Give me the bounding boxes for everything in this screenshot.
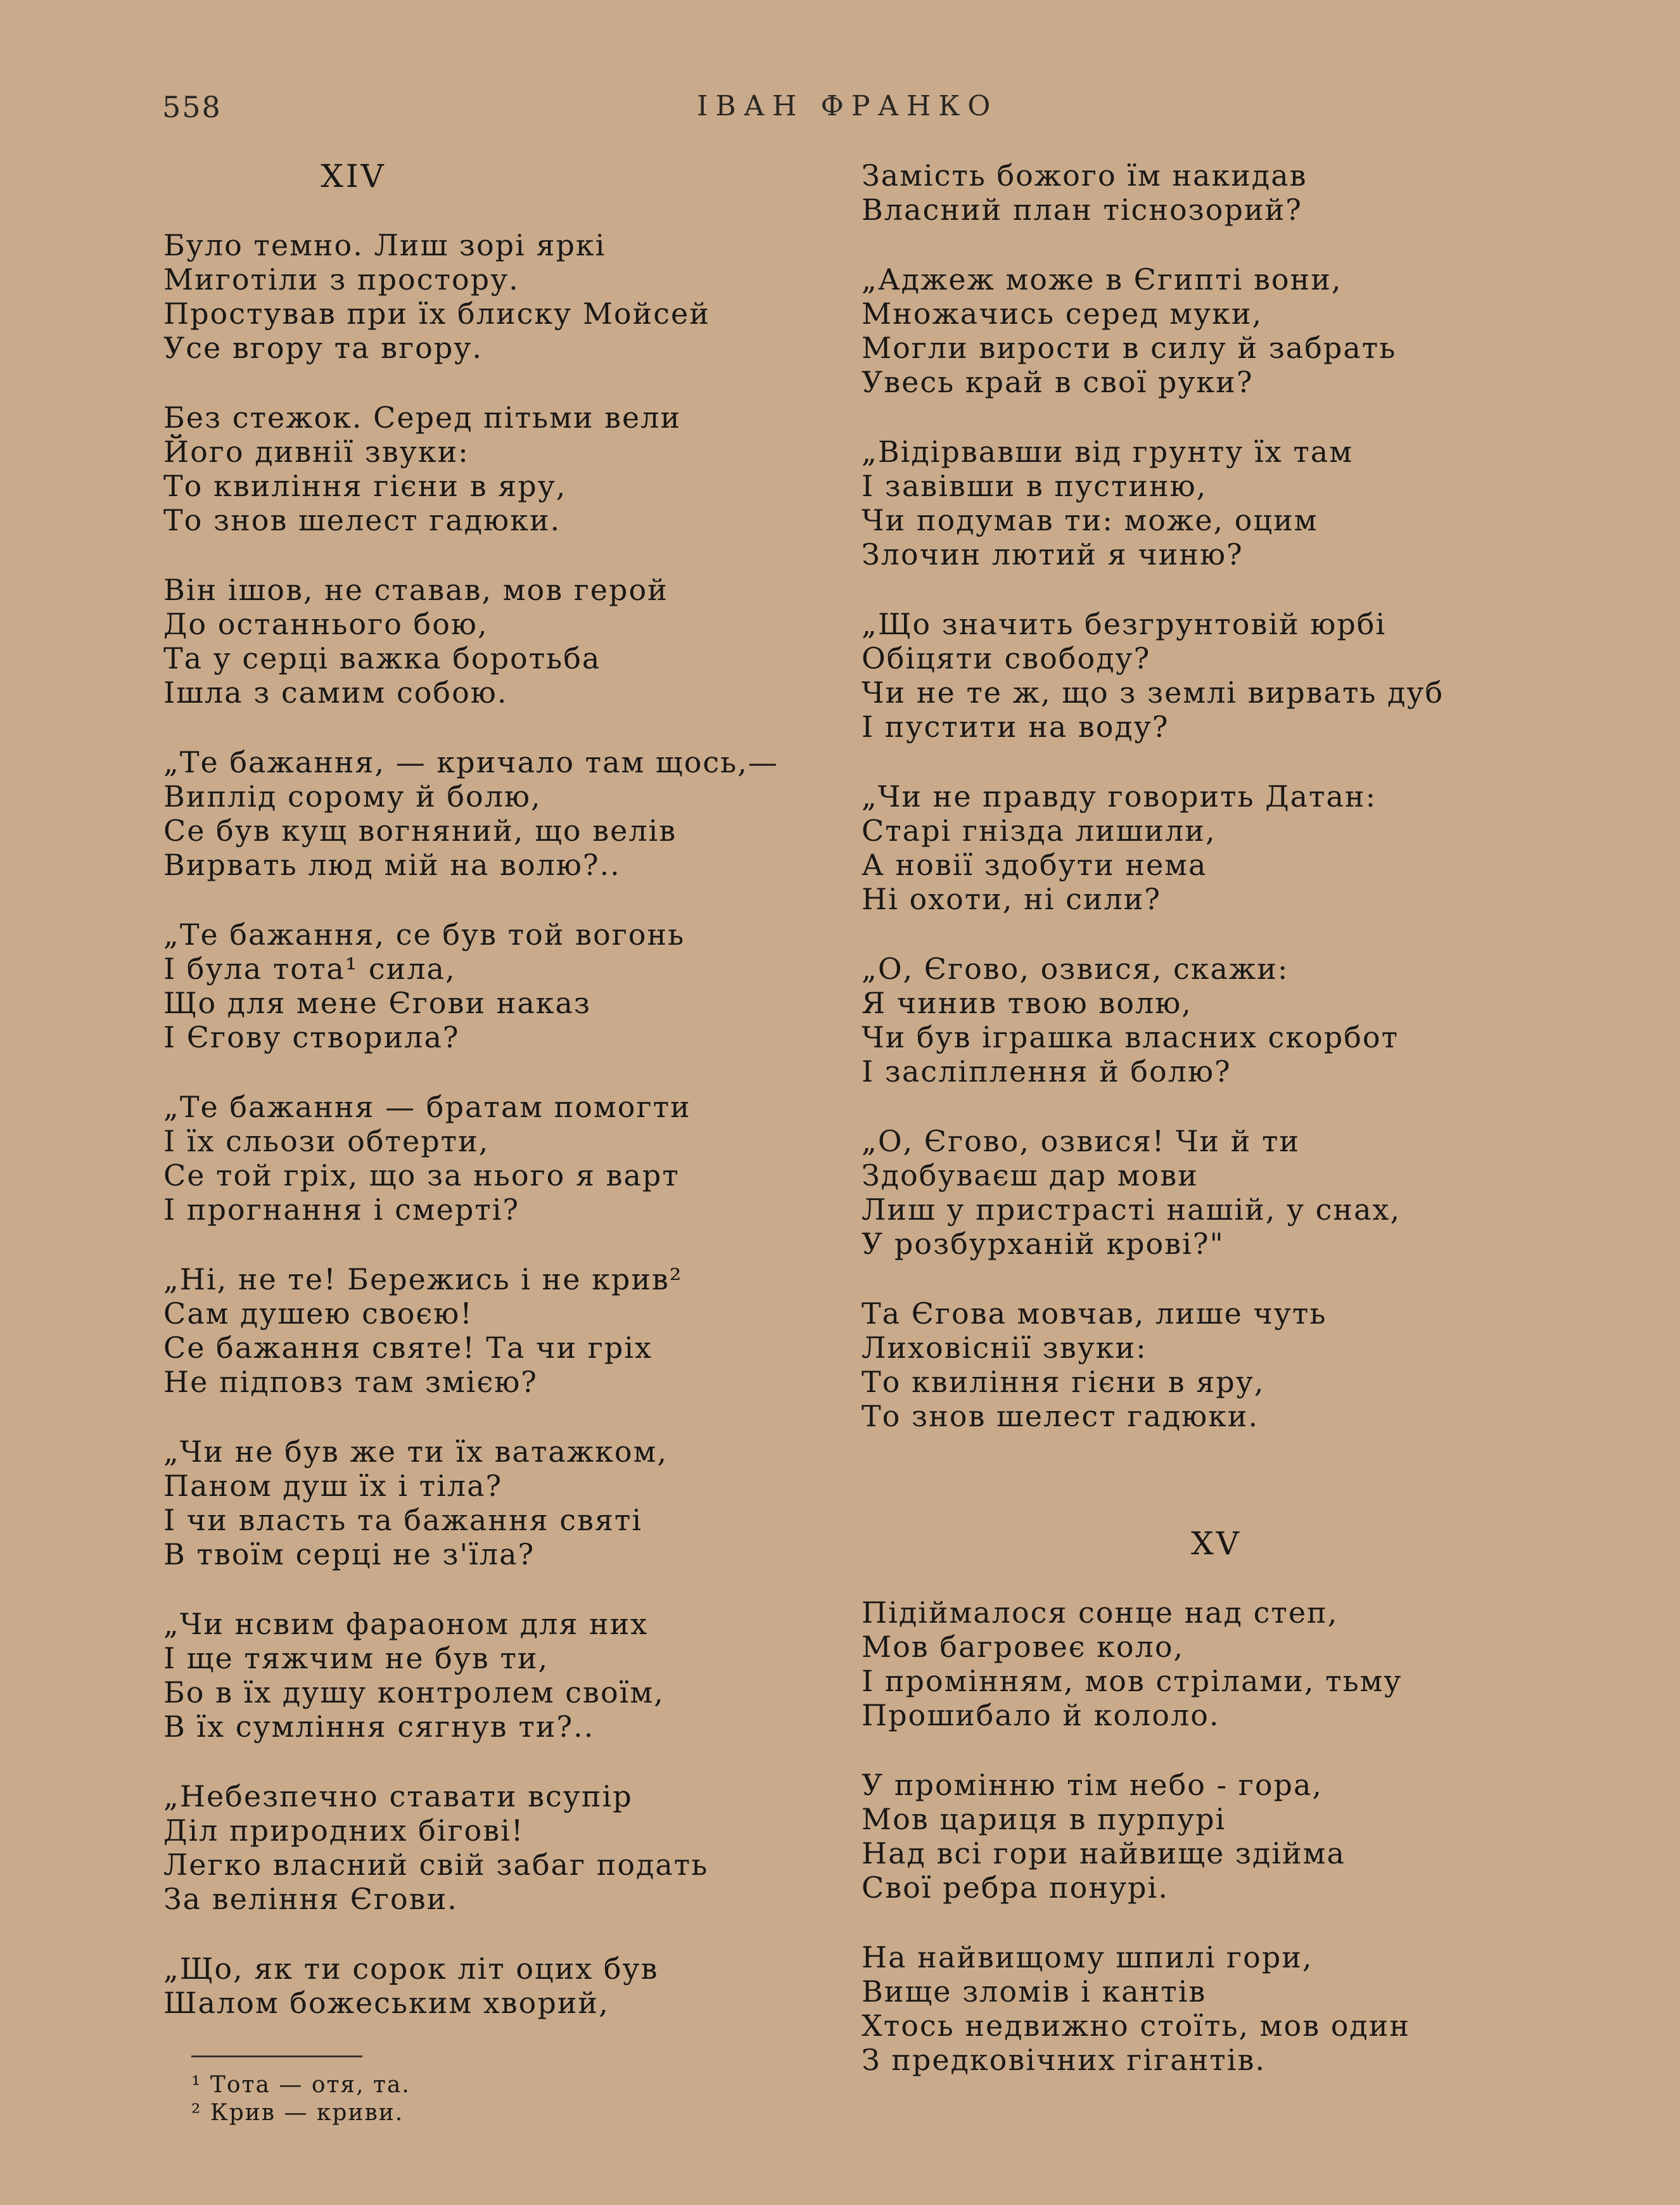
left-column xyxy=(163,158,886,2127)
stanza xyxy=(163,1607,886,1744)
verse-line: Се бажання святе! Та чи гріх xyxy=(163,1331,652,1365)
verse-line: Увесь край в свої руки? xyxy=(862,365,1254,399)
verse-line: До останнього бою, xyxy=(163,607,488,641)
stanza xyxy=(862,1595,1571,1732)
verse-line: Свої ребра понурі. xyxy=(862,1870,1169,1905)
verse-line: То квиління гієни в яру, xyxy=(862,1365,1265,1399)
verse-line: Злочин лютий я чиню? xyxy=(862,537,1244,572)
verse-line: На найвищому шпилі гори, xyxy=(862,1940,1313,1974)
verse-line: І завівши в пустиню, xyxy=(862,469,1207,503)
verse-line: І засліплення й болю? xyxy=(862,1054,1231,1089)
verse-line: Та у серці важка боротьба xyxy=(163,641,601,675)
stanza xyxy=(862,952,1571,1089)
verse-line: Мов цариця в пурпурі xyxy=(862,1802,1226,1836)
stanza xyxy=(163,400,886,537)
page-number: 558 xyxy=(162,90,222,124)
verse-line: Ні охоти, ні сили? xyxy=(862,882,1162,916)
verse-line: „О, Єгово, озвися! Чи й ти xyxy=(862,1124,1301,1158)
stanza xyxy=(862,779,1571,916)
right-column xyxy=(862,158,1571,2112)
verse-line: Лиховіснії звуки: xyxy=(862,1331,1147,1365)
verse-line: То знов шелест гадюки. xyxy=(862,1399,1259,1433)
stanza xyxy=(862,1124,1571,1261)
verse-line: З предковічних гігантів. xyxy=(862,2043,1266,2077)
verse-line: Не підповз там змією? xyxy=(163,1365,538,1399)
verse-line: Він ішов, не ставав, мов герой xyxy=(163,573,668,607)
verse-line: І промінням, мов стрілами, тьму xyxy=(862,1664,1403,1698)
verse-line: Мов багровеє коло, xyxy=(862,1630,1185,1664)
verse-line: А новії здобути нема xyxy=(862,848,1207,882)
section-heading-xv: XV xyxy=(1191,1525,1242,1562)
verse-line: Здобуваєш дар мови xyxy=(862,1158,1199,1192)
stanza xyxy=(163,1090,886,1227)
verse-line: То квиління гієни в яру, xyxy=(163,469,567,503)
verse-line: „Небезпечно ставати всупір xyxy=(163,1779,633,1813)
stanza xyxy=(862,607,1571,744)
verse-line: Чи не те ж, що з землі вирвать дуб xyxy=(862,675,1444,710)
verse-line: Прошибало й кололо. xyxy=(862,1698,1220,1732)
verse-line: В їх сумління сягнув ти?.. xyxy=(163,1710,595,1744)
stanza xyxy=(862,1296,1571,1433)
verse-line: „Чи не був же ти їх ватажком, xyxy=(163,1435,668,1469)
stanza xyxy=(862,1940,1571,2077)
verse-line: Та Єгова мовчав, лише чуть xyxy=(862,1296,1327,1331)
stanza xyxy=(862,435,1571,572)
verse-line: „Те бажання — братам помогти xyxy=(163,1090,691,1124)
verse-line: Простував при їх блиску Мойсей xyxy=(163,297,710,331)
verse-line: Що для мене Єгови наказ xyxy=(163,986,592,1020)
verse-line: „Чи не правду говорить Датан: xyxy=(862,779,1377,814)
verse-line: У розбурханій крові?" xyxy=(862,1227,1225,1261)
stanza xyxy=(163,1435,886,1571)
verse-line: У промінню тім небо - гора, xyxy=(862,1768,1323,1802)
verse-line: І Єгову створила? xyxy=(163,1020,460,1054)
verse-line: Чи подумав ти: може, оцим xyxy=(862,503,1318,537)
stanza xyxy=(862,1768,1571,1905)
stanza xyxy=(163,228,886,365)
verse-line: І прогнання і смерті? xyxy=(163,1192,520,1227)
verse-line: Виплід сорому й болю, xyxy=(163,779,542,814)
verse-line: „Те бажання, се був той вогонь xyxy=(163,917,685,952)
verse-line: І чи власть та бажання святі xyxy=(163,1503,643,1537)
verse-line: Могли вирости в силу й забрать xyxy=(862,331,1397,365)
left-stanzas xyxy=(163,228,886,2020)
verse-line: В твоїм серці не з'їла? xyxy=(163,1537,535,1571)
verse-line: Без стежок. Серед пітьми вели xyxy=(163,400,682,435)
verse-line: Миготіли з простору. xyxy=(163,262,519,297)
footnotes xyxy=(163,2071,886,2127)
footnote: ¹ Тота — отя, та. xyxy=(191,2072,410,2098)
verse-line: Ішла з самим собою. xyxy=(163,675,508,710)
verse-line: „Що значить безгрунтовій юрбі xyxy=(862,607,1387,641)
verse-line: І їх сльози обтерти, xyxy=(163,1124,490,1158)
verse-line: Вирвать люд мій на волю?.. xyxy=(163,848,621,882)
verse-line: Його дивнії звуки: xyxy=(163,435,469,469)
verse-line: І ще тяжчим не був ти, xyxy=(163,1641,549,1675)
verse-line: Старі гнізда лишили, xyxy=(862,814,1216,848)
verse-line: Паном душ їх і тіла? xyxy=(163,1469,503,1503)
verse-line: Діл природних бігові! xyxy=(163,1813,525,1848)
verse-line: Се був кущ вогняний, що велів xyxy=(163,814,677,848)
verse-line: „Що, як ти сорок літ оцих був xyxy=(163,1952,659,1986)
stanza xyxy=(862,158,1571,227)
verse-line: Замість божого їм накидав xyxy=(862,158,1308,193)
footnote-rule xyxy=(191,2055,362,2057)
verse-line: Над всі гори найвище здійма xyxy=(862,1836,1346,1870)
stanza xyxy=(163,1779,886,1916)
verse-line: Вище зломів і кантів xyxy=(862,1974,1207,2009)
verse-line: „Аджеж може в Єгипті вони, xyxy=(862,262,1342,297)
verse-line: Се той гріх, що за нього я варт xyxy=(163,1158,680,1192)
verse-line: Множачись серед муки, xyxy=(862,297,1263,331)
verse-line: Чи був іграшка власних скорбот xyxy=(862,1020,1399,1054)
verse-line: „Ні, не те! Бережись і не крив² xyxy=(163,1262,683,1296)
verse-line: Хтось недвижно стоїть, мов один xyxy=(862,2009,1411,2043)
verse-line: Усе вгору та вгору. xyxy=(163,331,483,365)
verse-line: Сам душею своєю! xyxy=(163,1296,473,1331)
verse-line: Шалом божеським хворий, xyxy=(163,1986,609,2020)
verse-line: Обіцяти свободу? xyxy=(862,641,1151,675)
stanza xyxy=(163,573,886,710)
verse-line: Бо в їх душу контролем своїм, xyxy=(163,1675,665,1710)
verse-line: І пустити на воду? xyxy=(862,710,1169,744)
verse-line: „Те бажання, — кричало там щось,— xyxy=(163,745,779,779)
verse-line: Лиш у пристрасті нашій, у снах, xyxy=(862,1192,1401,1227)
verse-line: „О, Єгово, озвися, скажи: xyxy=(862,952,1289,986)
section-heading-xiv: XIV xyxy=(321,158,386,195)
verse-line: Було темно. Лиш зорі яркі xyxy=(163,228,606,262)
stanza xyxy=(163,917,886,1054)
stanza xyxy=(862,262,1571,399)
right-stanzas-after xyxy=(862,1595,1571,2077)
running-head: ІВАН ФРАНКО xyxy=(697,90,998,122)
verse-line: І була тота¹ сила, xyxy=(163,952,456,986)
stanza xyxy=(163,745,886,882)
verse-line: „Відірвавши від грунту їх там xyxy=(862,435,1353,469)
verse-line: То знов шелест гадюки. xyxy=(163,503,561,537)
footnote: ² Крив — криви. xyxy=(191,2100,404,2126)
stanza xyxy=(163,1952,886,2020)
verse-line: Легко власний свій забаг подать xyxy=(163,1848,709,1882)
verse-line: „Чи нсвим фараоном для них xyxy=(163,1607,649,1641)
verse-line: Я чинив твою волю, xyxy=(862,986,1192,1020)
stanza xyxy=(163,1262,886,1399)
verse-line: Підіймалося сонце над степ, xyxy=(862,1595,1339,1630)
verse-line: За веління Єгови. xyxy=(163,1882,458,1916)
right-stanzas xyxy=(862,158,1571,1433)
verse-line: Власний план тіснозорий? xyxy=(862,193,1302,227)
